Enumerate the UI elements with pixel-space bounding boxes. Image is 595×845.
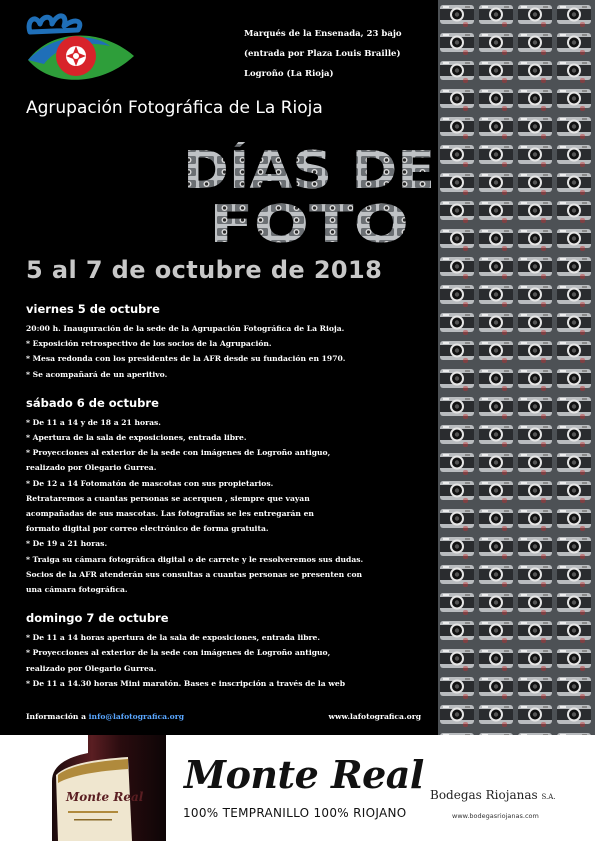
program xyxy=(26,302,436,691)
winery-website[interactable]: www.bodegasriojanas.com xyxy=(452,812,539,820)
saturday-line: * De 11 a 14 y de 18 a 21 horas. xyxy=(26,417,161,427)
winery-name xyxy=(430,788,556,802)
address-line-3: Logroño (La Rioja) xyxy=(244,69,334,79)
event-title-graphic xyxy=(180,142,438,246)
contact-footer xyxy=(26,712,421,721)
event-title-line-2: FOTO xyxy=(209,195,409,246)
eye-aperture-logo xyxy=(22,10,144,90)
winery-name-text: Bodegas Riojanas xyxy=(430,788,538,802)
friday-line: 20:00 h. Inauguración de la sede de la Agrupación Fotográfica de La Rioja. xyxy=(26,324,345,333)
saturday-line: * De 19 a 21 horas. xyxy=(26,539,108,549)
sponsor-tagline: 100% TEMPRANILLO 100% RIOJANO xyxy=(183,806,407,820)
winery-suffix: S.A. xyxy=(541,793,556,801)
sponsor-brand: Monte Real xyxy=(184,752,424,797)
saturday-heading: sábado 6 de octubre xyxy=(26,395,159,410)
saturday-line: Socios de la AFR atenderán sus consultas a cuantas personas se presenten con xyxy=(26,569,363,579)
website-link[interactable]: www.lafotografica.org xyxy=(328,712,421,721)
camera-pattern-strip xyxy=(438,0,595,735)
saturday-line: una cámara fotográfica. xyxy=(26,585,128,595)
friday-line: * Exposición retrospectivo de los socios de la Agrupación. xyxy=(26,339,272,349)
event-dates: 5 al 7 de octubre de 2018 xyxy=(26,256,383,284)
event-title xyxy=(180,142,438,246)
organization-name: Agrupación Fotográfica de La Rioja xyxy=(26,98,323,118)
saturday-line: * Proyecciones al exterior de la sede con imágenes de Logroño antiguo, xyxy=(26,448,331,458)
sunday-heading: domingo 7 de octubre xyxy=(26,611,169,626)
email-link[interactable]: info@lafotografica.org xyxy=(88,712,185,721)
wine-bottle-image xyxy=(48,735,166,841)
camera-pattern-icon xyxy=(438,0,595,735)
wine-bottle-icon xyxy=(48,735,166,841)
saturday-line: * De 12 a 14 Fotomatón de mascotas con sus propietarios. xyxy=(26,478,274,488)
sunday-line: * Proyecciones al exterior de la sede con imágenes de Logroño antiguo, xyxy=(26,648,331,658)
sunday-line: * De 11 a 14.30 horas Mini maratón. Bases e inscripción a través de la web xyxy=(26,678,346,688)
saturday-line: Retrataremos a cuantas personas se acerquen , siempre que vayan xyxy=(26,493,310,503)
address-block xyxy=(244,24,402,84)
event-title-line-1: DÍAS DE xyxy=(183,142,420,201)
saturday-line: * Apertura de la sala de exposiciones, entrada libre. xyxy=(26,433,247,443)
sunday-line: * De 11 a 14 horas apertura de la sala de exposiciones, entrada libre. xyxy=(26,633,320,643)
info-line xyxy=(26,712,184,721)
saturday-line: acompañadas de sus mascotas. Las fotografías se les entregarán en xyxy=(26,509,314,519)
address-line-1: Marqués de la Ensenada, 23 bajo xyxy=(244,29,402,39)
address-line-2: (entrada por Plaza Louis Braille) xyxy=(244,49,401,59)
sunday-line: realizado por Olegario Gurrea. xyxy=(26,663,157,673)
friday-heading: viernes 5 de octubre xyxy=(26,302,160,316)
saturday-line: formato digital por correo electrónico de forma gratuita. xyxy=(26,524,269,534)
saturday-line: realizado por Olegario Gurrea. xyxy=(26,463,157,473)
info-prefix: Información a xyxy=(26,712,89,721)
bottle-label-text: Monte Real xyxy=(66,790,144,804)
saturday-line: * Traiga su cámara fotográfica digital o de carrete y le resolveremos sus dudas. xyxy=(26,554,364,564)
friday-line: * Mesa redonda con los presidentes de la AFR desde su fundación en 1970. xyxy=(26,354,346,364)
eye-aperture-logo-icon xyxy=(22,10,144,90)
friday-line: * Se acompañará de un aperitivo. xyxy=(26,369,168,379)
